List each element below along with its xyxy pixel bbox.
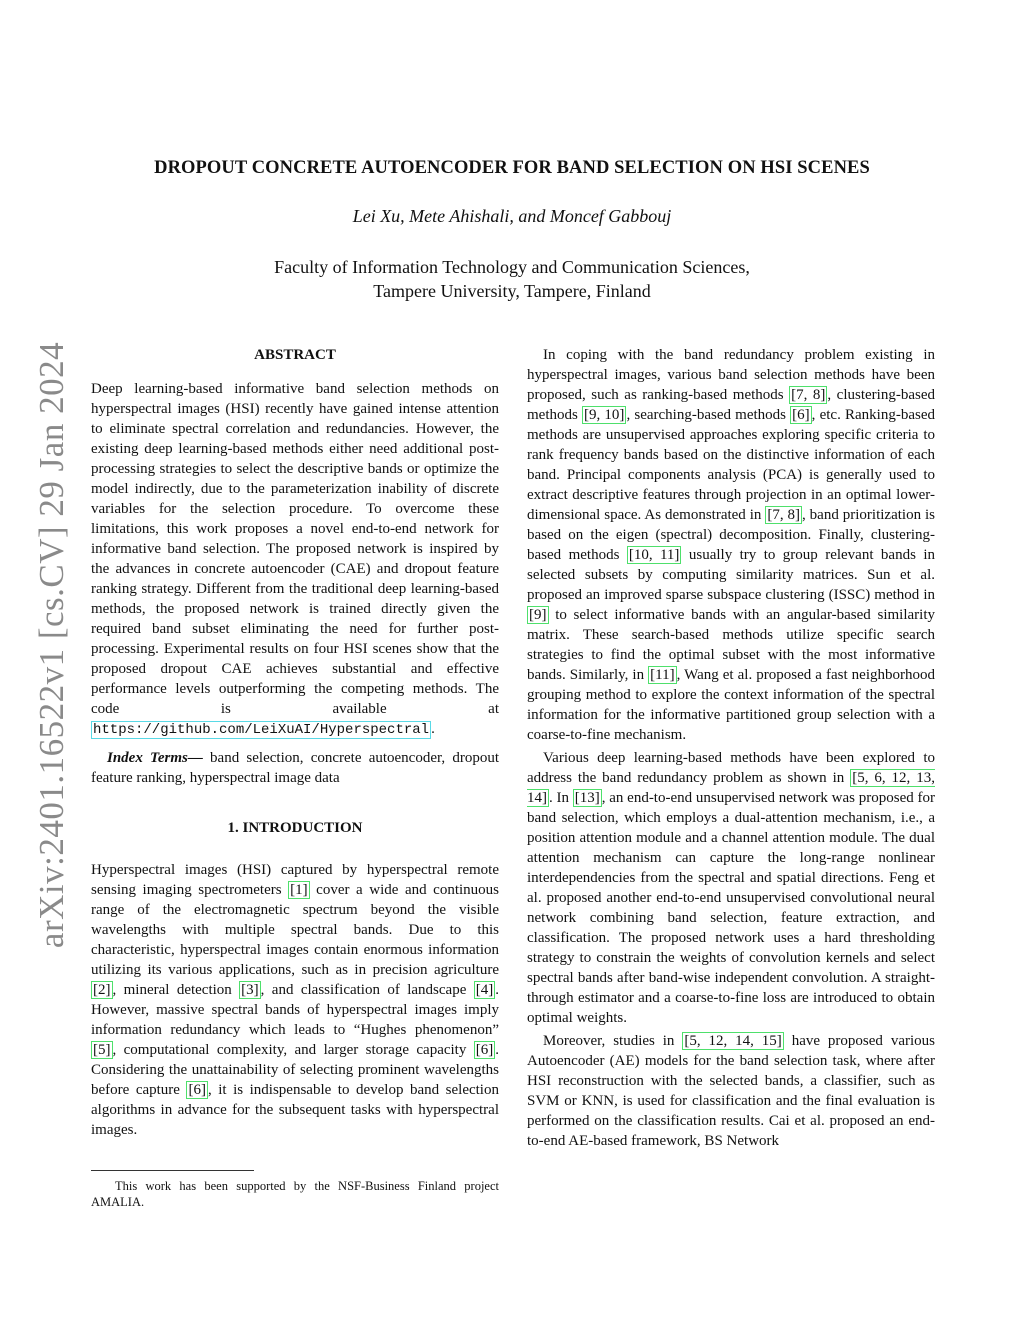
citation-link[interactable]: [6] xyxy=(792,407,810,423)
text-span: Moreover, studies in xyxy=(543,1033,683,1049)
citation-link[interactable]: [1] xyxy=(290,882,308,898)
text-span: In coping with the band redundancy problem existing in hyperspectral images, various band selection methods have been proposed, such as ranking-based methods xyxy=(527,347,935,403)
right-paragraph-2 xyxy=(527,748,935,1028)
index-terms xyxy=(91,748,499,788)
arxiv-id-text[interactable]: arXiv:2401.16522v1 [cs.CV] 29 Jan 2024 xyxy=(32,341,71,949)
citation-link[interactable]: [9] xyxy=(529,607,547,623)
right-paragraph-1 xyxy=(527,345,935,745)
citation-link[interactable]: [4] xyxy=(475,982,494,998)
index-terms-text: band selection, concrete autoencoder, dropout feature ranking, hyperspectral image data xyxy=(91,750,500,786)
citation-link[interactable]: [7, 8] xyxy=(791,387,826,403)
text-span: , and classification of landscape xyxy=(260,982,474,998)
abstract-body: Deep learning-based informative band selection methods on hyperspectral images (HSI) recently have gained intense attention to eliminate spectral correlation and redundancies. However, the existing deep learning-based methods either need additional post-processing strategies to select the descriptive bands or optimize the model indirectly, due to the parameterization inability of discrete variables for the selection procedure. To overcome these limitations, this work proposes a novel end-to-end network for informative band selection. The proposed network is inspired by the advances in concrete autoencoder (CAE) and dropout feature ranking strategy. Different from the traditional deep learning-based methods, the proposed network is trained directly given the required band subset eliminating the need for further post-processing. Experimental results on four HSI scenes show that the proposed dropout CAE achieves substantial and effective performance levels outperforming the competing methods. The code is available at xyxy=(91,381,499,717)
text-span: have proposed various Autoencoder (AE) models for the band selection task, where after HSI reconstruction with the selected bands, a classifier, such as SVM or KNN, is used for classification and the final evaluation is performed on the classification results. Cai et al. proposed an end-to-end AE-based framework, BS Network xyxy=(527,1033,935,1149)
citation-link[interactable]: [7, 8] xyxy=(767,507,800,523)
text-span: usually try to group relevant bands in selected subsets by computing similarity matrices. Sun et al. proposed an improved sparse subspace clustering (ISSC) method in xyxy=(527,547,936,603)
intro-paragraph-1 xyxy=(91,860,499,1140)
citation-link[interactable]: [3] xyxy=(241,982,259,998)
left-column xyxy=(91,345,499,1140)
footnote-rule xyxy=(91,1170,254,1171)
abstract-url-tail: . xyxy=(431,721,435,737)
text-span: , searching-based methods xyxy=(626,407,791,423)
code-url-link[interactable]: https://github.com/LeiXuAI/Hyperspectral xyxy=(93,722,430,738)
paper-title: DROPOUT CONCRETE AUTOENCODER FOR BAND SELECTION ON HSI SCENES xyxy=(154,158,870,178)
text-span: cover a wide and continuous range of the electromagnetic spectrum beyond the visible wavelengths with multiple spectral bands. Due to this characteristic, hyperspectral images contain enormous information utilizing its various applications, such as in precision agriculture xyxy=(91,882,499,978)
citation-link[interactable]: [11] xyxy=(650,667,675,683)
right-paragraph-3 xyxy=(527,1031,935,1151)
text-span: Various deep learning-based methods have been explored to address the band redundancy problem as shown in xyxy=(527,750,935,786)
abstract-text xyxy=(91,379,499,740)
text-span: , clustering-based methods xyxy=(527,387,935,423)
citation-link[interactable]: [6] xyxy=(188,1082,206,1098)
text-span: , it is indispensable to develop band selection algorithms in advance for the subsequent tasks with hyperspectral images. xyxy=(91,1082,499,1138)
citation-link[interactable]: [5, 12, 14, 15] xyxy=(684,1033,782,1049)
text-span: , an end-to-end unsupervised network was proposed for band selection, which employs a dual-attention mechanism, i.e., a position attention module and a channel attention module. The dual attention mechanism can capture the long-range nonlinear interdependencies from the spectral and spatial directions. Feng et al. proposed another end-to-end unsupervised convolutional neural network combining band selection, feature extraction, and classification. The proposed network uses a hard thresholding strategy to constrain the weights of convolution kernels and select spectral bands after band-wise independent convolution. A straight-through estimator and a coarse-to-fine loss are introduced to obtain optimal weights. xyxy=(527,790,935,1026)
text-span: . In xyxy=(549,790,573,806)
text-span: . However, massive spectral bands of hyperspectral images imply information redundancy which leads to “Hughes phenomenon” xyxy=(91,982,499,1038)
right-column xyxy=(527,345,935,1151)
text-span: Hyperspectral images (HSI) captured by hyperspectral remote sensing imaging spectrometers xyxy=(91,862,499,898)
text-span: , band prioritization is based on the eigen (spectral) decomposition. Finally, clustering-based methods xyxy=(527,507,935,563)
citation-link[interactable]: [5, 6, 12, 13, 14] xyxy=(527,770,935,806)
affiliation-line-1: Faculty of Information Technology and Communication Sciences, xyxy=(274,257,750,277)
text-span: . Considering the unattainability of selecting prominent wavelengths before capture xyxy=(91,1042,499,1098)
intro-heading: 1. INTRODUCTION xyxy=(227,820,363,836)
text-span: , etc. Ranking-based methods are unsupervised approaches exploring specific criteria to rank frequency bands based on the distinctive information of each band. Principal components analysis (PCA) is generally used to extract descriptive features through projection in an optimal lower-dimensional space. As demonstrated in xyxy=(527,407,935,523)
citation-link[interactable]: [10, 11] xyxy=(628,547,680,563)
citation-link[interactable]: [9, 10] xyxy=(584,407,625,423)
text-span: , computational complexity, and larger storage capacity xyxy=(112,1042,474,1058)
abstract-heading: ABSTRACT xyxy=(254,347,336,363)
index-terms-label: Index Terms— xyxy=(107,750,203,766)
citation-link[interactable]: [13] xyxy=(574,790,600,806)
text-span: to select informative bands with an angular-based similarity matrix. These search-based methods utilize specific search strategies to find the optimal subset with the most informative bands. Similarly, in xyxy=(527,607,935,683)
citation-link[interactable]: [2] xyxy=(93,982,111,998)
citation-link[interactable]: [5] xyxy=(93,1042,111,1058)
paper-affiliation xyxy=(90,255,934,303)
paper-authors: Lei Xu, Mete Ahishali, and Moncef Gabbouj xyxy=(352,206,672,226)
footnote: This work has been supported by the NSF-Business Finland project AMALIA. xyxy=(91,1179,499,1209)
citation-link[interactable]: [6] xyxy=(475,1042,494,1058)
text-span: , Wang et al. proposed a fast neighborhood grouping method to explore the context information of the spectral information for the informative partitioned group selection with a coarse-to-fine mechanism. xyxy=(527,667,935,743)
text-span: , mineral detection xyxy=(112,982,240,998)
affiliation-line-2: Tampere University, Tampere, Finland xyxy=(373,281,651,301)
